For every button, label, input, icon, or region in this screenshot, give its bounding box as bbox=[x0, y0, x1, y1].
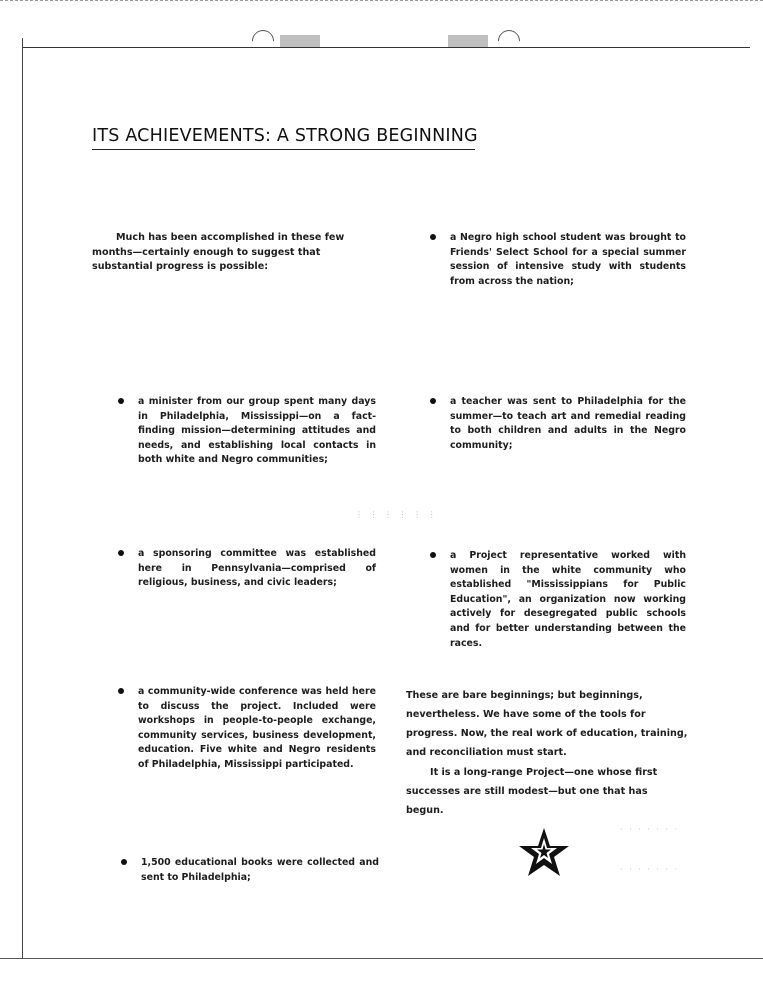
list-item-text: a minister from our group spent many days in Philadelphia, Mississippi—on a fact-finding mission—determining attitudes and needs, and establishing local contacts in both white and Negro communities; bbox=[138, 396, 376, 466]
closing-paragraph: These are bare beginnings; but beginnings, nevertheless. We have some of the tools for progress. Now, the real work of education, training, and reconciliation must start. bbox=[406, 690, 688, 758]
list-item bbox=[138, 685, 376, 773]
bullet-icon bbox=[430, 398, 436, 404]
intro-paragraph: Much has been accomplished in these few months—certainly enough to suggest that substantial progress is possible: bbox=[92, 232, 345, 273]
bullet-icon bbox=[118, 550, 124, 556]
list-item-text: a Project representative worked with women in the white community who established "Mississippians for Public Education", an organization now working actively for desegregated public schools and for better understanding between the races. bbox=[450, 550, 686, 649]
list-item-text: 1,500 educational books were collected and sent to Philadelphia; bbox=[141, 857, 379, 883]
frame-left-rule bbox=[22, 38, 23, 958]
page-title: ITS ACHIEVEMENTS: A STRONG BEGINNING bbox=[92, 126, 478, 146]
list-item bbox=[141, 856, 379, 885]
list-item-text: a sponsoring committee was established here in Pennsylvania—comprised of religious, business, and civic leaders; bbox=[138, 548, 376, 589]
list-item bbox=[138, 547, 376, 591]
frame-top-rule bbox=[22, 47, 750, 48]
title-underline bbox=[92, 149, 475, 150]
bullet-icon bbox=[118, 688, 124, 694]
list-item bbox=[138, 395, 376, 468]
binder-tab-left bbox=[280, 35, 320, 47]
frame-bottom-rule bbox=[0, 958, 763, 959]
binder-hole-right bbox=[493, 25, 524, 56]
binder-hole-left bbox=[247, 25, 278, 56]
list-item-text: a teacher was sent to Philadelphia for the summer—to teach art and remedial reading to both children and adults in the Negro community; bbox=[450, 396, 686, 451]
list-item bbox=[450, 395, 686, 453]
bullet-icon bbox=[430, 552, 436, 558]
scan-edge-top bbox=[0, 0, 763, 7]
scan-smudge: · · · · · · · bbox=[620, 865, 680, 874]
bullet-icon bbox=[118, 398, 124, 404]
list-item-text: a Negro high school student was brought to Friends' Select School for a special summer session of intensive study with students from across the nation; bbox=[450, 232, 686, 287]
binder-tab-right bbox=[448, 35, 488, 47]
star-emblem-icon bbox=[517, 826, 571, 880]
list-item bbox=[450, 231, 686, 289]
scan-smudge: · · · · · · · bbox=[620, 825, 680, 834]
list-item-text: a community-wide conference was held here to discuss the project. Included were workshops in people-to-people exchange, community services, business development, education. Five white and Negro residents of Philadelphia, Mississippi participated. bbox=[138, 686, 376, 770]
bullet-icon bbox=[121, 859, 127, 865]
scan-smudge: ⋮ ⋮ ⋮ ⋮ ⋮ ⋮ bbox=[355, 510, 438, 519]
bullet-icon bbox=[430, 234, 436, 240]
list-item bbox=[450, 549, 686, 651]
closing-paragraph-2: It is a long-range Project—one whose first successes are still modest—but one that has begun. bbox=[406, 767, 658, 816]
